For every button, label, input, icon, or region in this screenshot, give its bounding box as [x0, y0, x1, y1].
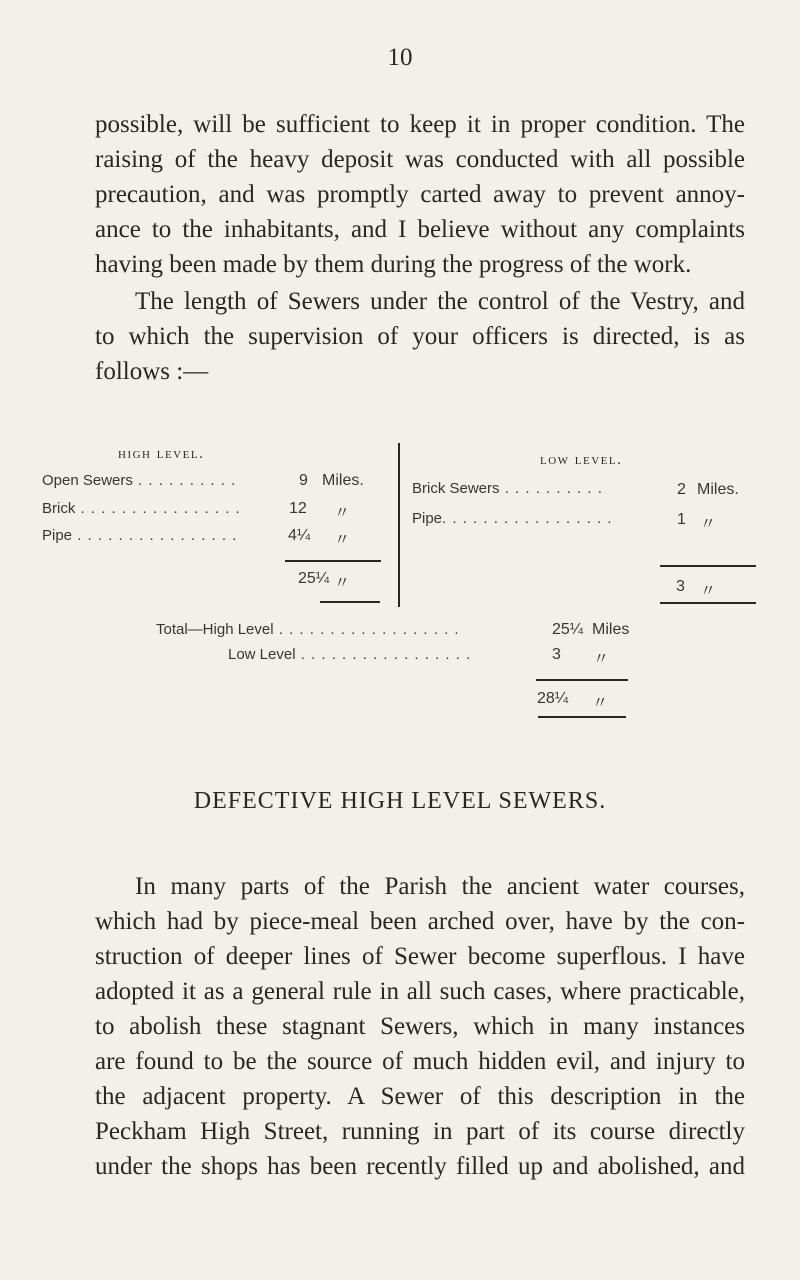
text-line: possible, will be sufficient to keep it in proper condition. The [95, 111, 745, 138]
total-low-label: Low Level . . . . . . . . . . . . . . . . . [228, 646, 472, 663]
column-divider [398, 443, 400, 607]
high-row-unit: 〃 [334, 532, 351, 549]
text-line: to which the supervision of your officers is directed, is as [95, 323, 745, 350]
text-line: adopted it as a general rule in all such cases, where practicable, [95, 978, 745, 1005]
total-low-value: 3 [552, 646, 561, 663]
high-row-unit: 〃 [334, 505, 351, 522]
high-level-title: high level. [118, 446, 205, 462]
text-line: which had by piece-meal been arched over, have by the con- [95, 908, 745, 935]
low-row-label: Pipe. . . . . . . . . . . . . . . . . [412, 510, 613, 527]
text-line: raising of the heavy deposit was conducted with all possible [95, 146, 745, 173]
high-row-value: 9 [299, 472, 308, 489]
low-level-title: low level. [540, 452, 623, 468]
low-row-label: Brick Sewers . . . . . . . . . . [412, 480, 603, 497]
text-line: follows :— [95, 358, 209, 385]
high-row-label: Open Sewers . . . . . . . . . . [42, 472, 237, 489]
text-line: In many parts of the Parish the ancient water courses, [135, 873, 745, 900]
low-sum-rule [660, 565, 756, 567]
grand-total-rule [538, 716, 626, 718]
high-row-label: Brick . . . . . . . . . . . . . . . . [42, 500, 241, 517]
paragraph-1 [95, 107, 745, 282]
low-row-unit: Miles. [697, 481, 739, 498]
grand-sum-rule [536, 679, 628, 681]
high-row-label: Pipe . . . . . . . . . . . . . . . . [42, 527, 238, 544]
low-total-rule [660, 602, 756, 604]
total-high-value: 25¼ [552, 621, 584, 638]
text-line: under the shops has been recently filled up and abolished, and [95, 1153, 745, 1180]
text-line: to abolish these stagnant Sewers, which in many instances [95, 1013, 745, 1040]
low-row-unit: 〃 [700, 516, 717, 533]
low-total-value: 3 [676, 578, 685, 595]
text-line: having been made by them during the progress of the work. [95, 251, 692, 278]
text-line: precaution, and was promptly carted away to prevent annoy- [95, 181, 745, 208]
high-total-rule [320, 601, 380, 603]
low-row-value: 1 [677, 511, 686, 528]
text-line: are found to be the source of much hidden evil, and injury to [95, 1048, 745, 1075]
text-line: struction of deeper lines of Sewer become superflous. I have [95, 943, 745, 970]
text-line: ance to the inhabitants, and I believe without any complaints [95, 216, 745, 243]
page-number: 10 [387, 44, 413, 71]
total-high-label: Total—High Level . . . . . . . . . . . . . . . . . . [156, 621, 460, 638]
text-line: Peckham High Street, running in part of its course directly [95, 1118, 745, 1145]
text-line: the adjacent property. A Sewer of this description in the [95, 1083, 745, 1110]
high-total-value: 25¼ [298, 570, 330, 587]
grand-total-value: 28¼ [537, 690, 569, 707]
low-row-value: 2 [677, 481, 686, 498]
paragraph-2 [95, 284, 745, 389]
high-row-value: 4¼ [288, 527, 311, 544]
total-high-unit: Miles [592, 621, 630, 638]
low-total-unit: 〃 [700, 583, 717, 600]
high-sum-rule [285, 560, 381, 562]
high-total-unit: 〃 [334, 575, 351, 592]
section-heading: DEFECTIVE HIGH LEVEL SEWERS. [193, 788, 607, 814]
grand-total-unit: 〃 [592, 695, 609, 712]
text-line: The length of Sewers under the control of the Vestry, and [135, 288, 745, 315]
high-row-unit: Miles. [322, 472, 364, 489]
paragraph-3 [95, 869, 745, 1184]
high-row-value: 12 [289, 500, 307, 517]
total-low-unit: 〃 [593, 651, 610, 668]
